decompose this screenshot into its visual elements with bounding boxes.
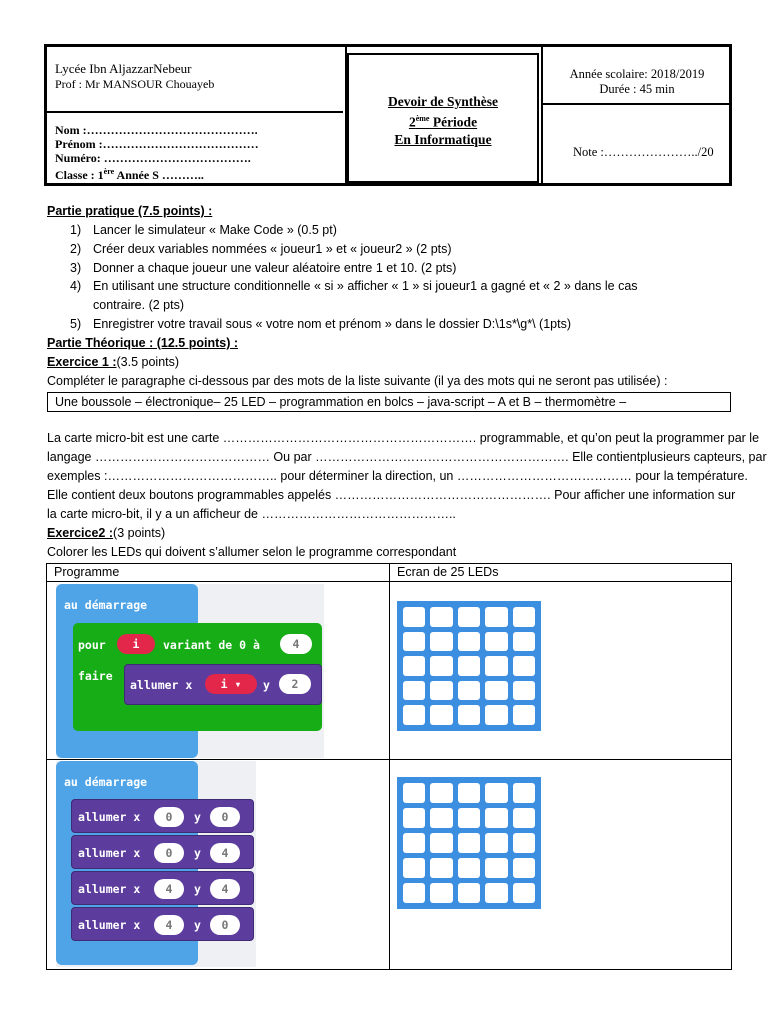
led-cell[interactable] (485, 632, 507, 652)
plot-block[interactable]: allumer x i ▾ y 2 (124, 664, 322, 705)
pratique-item-2: Créer deux variables nommées « joueur1 » et « joueur2 » (2 pts) (93, 242, 452, 256)
student-fields (55, 123, 259, 182)
led-cell[interactable] (430, 833, 452, 853)
led-cell[interactable] (430, 681, 452, 701)
plot-x-value[interactable]: 0 (154, 843, 184, 863)
led-cell[interactable] (513, 833, 535, 853)
led-cell[interactable] (403, 632, 425, 652)
led-cell[interactable] (513, 808, 535, 828)
led-cell[interactable] (458, 607, 480, 627)
led-cell[interactable] (403, 883, 425, 903)
ex1-heading: Exercice 1 :(3.5 points) (47, 355, 180, 369)
plot-y-value[interactable]: 4 (210, 879, 240, 899)
led-cell[interactable] (485, 833, 507, 853)
pratique-title: Partie pratique (7.5 points) : (47, 204, 213, 218)
led-cell[interactable] (430, 883, 452, 903)
led-cell[interactable] (513, 858, 535, 878)
led-grid-2 (397, 777, 541, 909)
numero-field: Numéro: ………………………………. (55, 151, 251, 165)
plot-x-value[interactable]: 4 (154, 915, 184, 935)
student-info-cell (47, 47, 347, 183)
led-cell[interactable] (430, 808, 452, 828)
ex1-instruction: Compléter le paragraphe ci-dessous par des mots de la liste suivante (il ya des mots qui ne seront pas utilisée) : (47, 374, 668, 388)
exam-title: Devoir de Synthèse 2ème Période En Informatique (388, 94, 498, 147)
led-cell[interactable] (430, 858, 452, 878)
led-cell[interactable] (458, 833, 480, 853)
plot-block-4[interactable]: allumer x 4 y 0 (71, 907, 254, 941)
word-list-box: Une boussole – électronique– 25 LED – programmation en bolcs – java-script – A et B – thermomètre – (47, 392, 731, 412)
led-cell[interactable] (485, 858, 507, 878)
led-cell[interactable] (430, 783, 452, 803)
exam-meta-cell (541, 47, 731, 183)
led-cell[interactable] (403, 607, 425, 627)
exam-header (44, 44, 732, 186)
prenom-field: Prénom :………………………………… (55, 137, 259, 151)
led-cell[interactable] (513, 783, 535, 803)
led-cell[interactable] (485, 607, 507, 627)
teacher-name: Prof : Mr MANSOUR Chouayeb (55, 77, 215, 91)
led-cell[interactable] (403, 833, 425, 853)
led-cell[interactable] (430, 705, 452, 725)
program-2-start-block[interactable]: au démarrage (56, 761, 198, 965)
led-cell[interactable] (458, 705, 480, 725)
led-cell[interactable] (403, 808, 425, 828)
paragraph-line-1: La carte micro-bit est une carte ……………………………………………………. programmable, et qu’on peut la programmer par le (47, 431, 760, 445)
led-cell[interactable] (513, 705, 535, 725)
led-cell[interactable] (513, 883, 535, 903)
plot-block-2[interactable]: allumer x 0 y 4 (71, 835, 254, 869)
led-cell[interactable] (430, 607, 452, 627)
led-cell[interactable] (430, 632, 452, 652)
led-cell[interactable] (458, 681, 480, 701)
school-name: Lycée Ibn AljazzarNebeur (55, 61, 192, 76)
plot-y-value[interactable]: 4 (210, 843, 240, 863)
loop-end-value[interactable]: 4 (280, 634, 312, 654)
led-cell[interactable] (403, 858, 425, 878)
led-cell[interactable] (485, 705, 507, 725)
ex2-instruction: Colorer les LEDs qui doivent s’allumer selon le programme correspondant (47, 545, 457, 559)
column-header-programme: Programme (54, 565, 120, 579)
led-cell[interactable] (485, 681, 507, 701)
led-cell[interactable] (485, 783, 507, 803)
pratique-item-1: Lancer le simulateur « Make Code » (0.5 pt) (93, 223, 337, 237)
exam-title-cell (347, 53, 539, 183)
led-cell[interactable] (403, 705, 425, 725)
paragraph-line-5: la carte micro-bit, il y a un afficheur de ……………………………………….. (47, 507, 456, 521)
led-cell[interactable] (430, 656, 452, 676)
plot-y-value[interactable]: 0 (210, 915, 240, 935)
plot-y-value[interactable]: 0 (210, 807, 240, 827)
led-grid-1 (397, 601, 541, 731)
paragraph-line-2: langage …………………………………… Ou par ……………………………………………………. Elle contientplusieurs capteurs, par (47, 450, 767, 464)
plot-x-variable[interactable]: i ▾ (205, 674, 257, 694)
led-cell[interactable] (485, 883, 507, 903)
plot-block-3[interactable]: allumer x 4 y 4 (71, 871, 254, 905)
paragraph-line-3: exemples :………………………………….. pour déterminer la direction, un …………………………………… pour la température. (47, 469, 748, 483)
led-cell[interactable] (513, 632, 535, 652)
plot-y-value[interactable]: 2 (279, 674, 311, 694)
led-cell[interactable] (513, 681, 535, 701)
school-year: Année scolaire: 2018/2019 Durée : 45 min (569, 67, 705, 96)
pratique-item-4-cont: contraire. (2 pts) (93, 298, 185, 312)
classe-field: Classe : 1ère Année S ……….. (55, 167, 204, 182)
paragraph-line-4: Elle contient deux boutons programmables appelés ……………………………………………. Pour afficher une information sur (47, 488, 736, 502)
led-cell[interactable] (485, 656, 507, 676)
led-cell[interactable] (403, 681, 425, 701)
theorique-title: Partie Théorique : (12.5 points) : (47, 336, 238, 350)
for-loop-block[interactable]: pour i variant de 0 à 4 faire (73, 623, 322, 731)
pratique-item-5: Enregistrer votre travail sous « votre nom et prénom » dans le dossier D:\1s*\g*\ (1pts) (93, 317, 571, 331)
led-cell[interactable] (458, 858, 480, 878)
grade-field: Note :…………………../20 (573, 145, 714, 159)
plot-x-value[interactable]: 4 (154, 879, 184, 899)
led-cell[interactable] (458, 783, 480, 803)
led-cell[interactable] (485, 808, 507, 828)
plot-block-1[interactable]: allumer x 0 y 0 (71, 799, 254, 833)
loop-variable-i[interactable]: i (117, 634, 155, 654)
dropdown-arrow-icon: ▾ (234, 677, 242, 691)
led-cell[interactable] (458, 656, 480, 676)
pratique-item-4: En utilisant une structure conditionnelle « si » afficher « 1 » si joueur1 a gagné et « 2 » dans le cas (93, 279, 638, 293)
led-cell[interactable] (513, 607, 535, 627)
program-1-start-block[interactable]: au démarrage (56, 584, 198, 758)
plot-x-value[interactable]: 0 (154, 807, 184, 827)
pratique-item-3: Donner a chaque joueur une valeur aléatoire entre 1 et 10. (2 pts) (93, 261, 457, 275)
exercise-table (46, 563, 732, 970)
led-cell[interactable] (458, 808, 480, 828)
led-cell[interactable] (513, 656, 535, 676)
led-cell[interactable] (403, 656, 425, 676)
led-cell[interactable] (458, 883, 480, 903)
nom-field: Nom :……………………………………. (55, 123, 258, 137)
led-cell[interactable] (458, 632, 480, 652)
ex2-heading: Exercice2 :(3 points) (47, 526, 166, 540)
led-cell[interactable] (403, 783, 425, 803)
column-header-ecran: Ecran de 25 LEDs (397, 565, 499, 579)
